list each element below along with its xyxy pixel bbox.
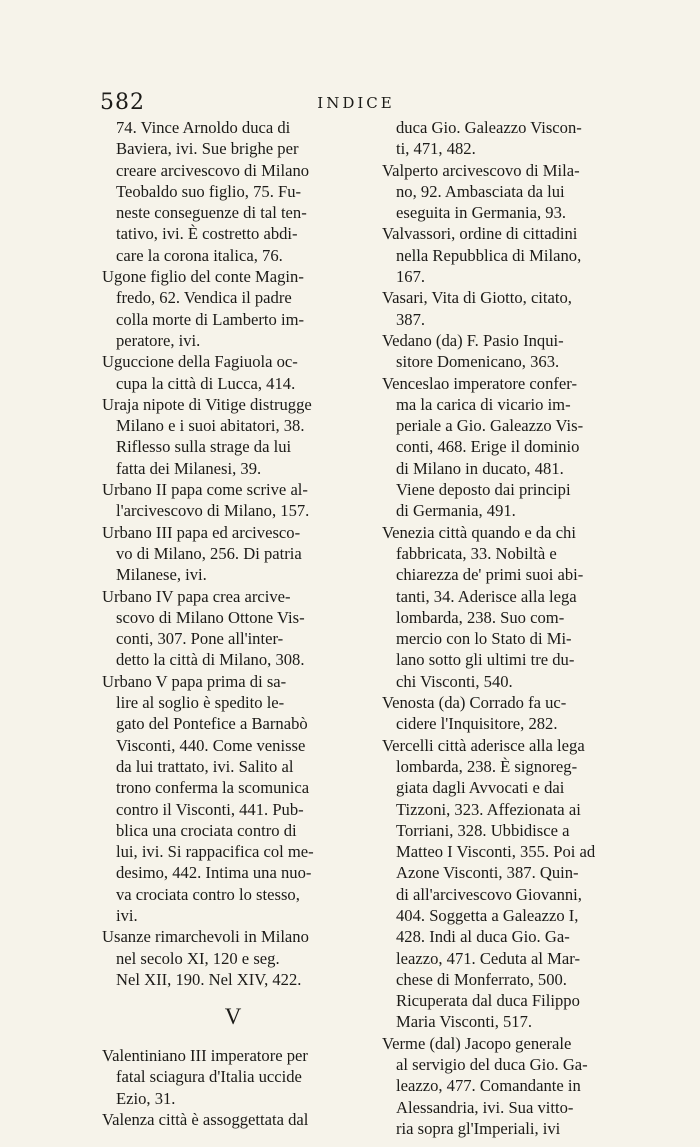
index-line: Riflesso sulla strage da lui	[116, 437, 292, 457]
index-entry	[382, 522, 642, 692]
index-line: Ugone figlio del conte Magin-	[102, 267, 304, 287]
index-line: fredo, 62. Vendica il padre	[116, 288, 292, 308]
index-line: gato del Pontefice a Barnabò	[116, 714, 308, 734]
index-entry-continuation	[102, 117, 364, 266]
index-entry	[382, 373, 642, 522]
index-line: Uraja nipote di Vitige distrugge	[102, 394, 312, 414]
section-letter: V	[224, 1004, 242, 1030]
index-line: contro il Visconti, 441. Pub-	[116, 799, 304, 819]
index-line: Maria Visconti, 517.	[396, 1012, 533, 1032]
index-entry	[102, 522, 364, 586]
index-line: 428. Indi al duca Gio. Ga-	[396, 927, 570, 947]
index-line: Milanese, ivi.	[116, 565, 207, 585]
index-line: Venceslao imperatore confer-	[382, 373, 578, 393]
index-line: chi Visconti, 540.	[396, 671, 513, 691]
index-line: 387.	[396, 309, 426, 329]
index-line: Urbano V papa prima di sa-	[102, 671, 287, 691]
index-line: tanti, 34. Aderisce alla lega	[396, 586, 577, 606]
index-line: fatal sciagura d'Italia uccide	[116, 1067, 302, 1087]
index-line: peratore, ivi.	[116, 330, 201, 350]
index-line: Urbano III papa ed arcivesco-	[102, 522, 301, 542]
index-line: Alessandria, ivi. Sua vitto-	[396, 1097, 574, 1117]
index-line: Vedano (da) F. Pasio Inqui-	[382, 330, 564, 350]
index-line: lire al soglio è spedito le-	[116, 693, 285, 713]
index-line: Matteo I Visconti, 355. Poi ad	[396, 842, 596, 862]
index-entry	[102, 351, 364, 394]
index-line: l'arcivescovo di Milano, 157.	[116, 501, 310, 521]
index-line: di all'arcivescovo Giovanni,	[396, 884, 582, 904]
index-line: colla morte di Lamberto im-	[116, 309, 305, 329]
index-entry	[102, 1045, 364, 1109]
index-line: neste conseguenze di tal ten-	[116, 203, 307, 223]
index-line: creare arcivescovo di Milano	[116, 160, 310, 180]
index-line: blica una crociata contro di	[116, 820, 297, 840]
index-column-left	[102, 117, 364, 1130]
index-entry	[382, 692, 642, 735]
index-line: chiarezza de' primi suoi abi-	[396, 565, 584, 585]
index-line: Valenza città è assoggettata dal	[102, 1110, 309, 1130]
index-line: fabbricata, 33. Nobiltà e	[396, 543, 557, 563]
index-line: vo di Milano, 256. Di patria	[116, 543, 302, 563]
index-entry	[102, 926, 364, 990]
index-line: Milano e i suoi abitatori, 38.	[116, 416, 305, 436]
index-line: Venezia città quando e da chi	[382, 522, 576, 542]
index-line: cupa la città di Lucca, 414.	[116, 373, 296, 393]
index-line: scovo di Milano Ottone Vis-	[116, 607, 305, 627]
index-line: di Milano in ducato, 481.	[396, 458, 564, 478]
index-entry	[382, 287, 642, 330]
index-line: da lui trattato, ivi. Salito al	[116, 756, 294, 776]
index-line: Uguccione della Fagiuola oc-	[102, 352, 298, 372]
index-entry	[382, 1033, 642, 1139]
index-line: ria sopra gl'Imperiali, ivi	[396, 1118, 561, 1138]
index-line: Baviera, ivi. Sue brighe per	[116, 139, 299, 159]
index-line: care la corona italica, 76.	[116, 245, 283, 265]
index-line: Tizzoni, 323. Affezionata ai	[396, 799, 581, 819]
index-line: 74. Vince Arnoldo duca di	[116, 118, 291, 137]
index-line: Vasari, Vita di Giotto, citato,	[382, 288, 572, 308]
index-line: Nel XII, 190. Nel XIV, 422.	[116, 969, 302, 989]
index-line: Viene deposto dai principi	[396, 480, 571, 500]
index-line: leazzo, 471. Ceduta al Mar-	[396, 948, 580, 968]
index-entry	[102, 671, 364, 927]
index-line: periale a Gio. Galeazzo Vis-	[396, 416, 584, 436]
index-line: giata dagli Avvocati e dai	[396, 778, 565, 798]
index-column-right	[382, 117, 642, 1139]
index-line: 404. Soggetta a Galeazzo I,	[396, 905, 579, 925]
index-line: di Germania, 491.	[396, 501, 516, 521]
index-line: ti, 471, 482.	[396, 139, 476, 159]
index-line: Ezio, 31.	[116, 1088, 176, 1108]
index-line: eseguita in Germania, 93.	[396, 203, 567, 223]
running-head: INDICE	[317, 94, 395, 112]
index-line: leazzo, 477. Comandante in	[396, 1076, 581, 1096]
index-line: va crociata contro lo stesso,	[116, 884, 300, 904]
index-entry	[102, 1109, 364, 1130]
index-line: trono conferma la scomunica	[116, 778, 310, 798]
index-entry	[102, 394, 364, 479]
index-entry	[102, 266, 364, 351]
index-line: Urbano IV papa crea arcive-	[102, 586, 291, 606]
index-line: nella Repubblica di Milano,	[396, 245, 582, 265]
page-number: 582	[100, 90, 145, 115]
index-line: ma la carica di vicario im-	[396, 394, 571, 414]
index-line: tativo, ivi. È costretto abdi-	[116, 224, 298, 244]
index-line: Venosta (da) Corrado fa uc-	[382, 693, 567, 713]
index-line: lombarda, 238. Suo com-	[396, 607, 565, 627]
index-line: no, 92. Ambasciata da lui	[396, 181, 565, 201]
index-entry	[382, 160, 642, 224]
index-entry	[102, 479, 364, 522]
index-line: nel secolo XI, 120 e seg.	[116, 948, 280, 968]
index-line: conti, 468. Erige il dominio	[396, 437, 580, 457]
index-entry	[382, 735, 642, 1033]
index-line: desimo, 442. Intima una nuo-	[116, 863, 312, 883]
index-line: al servigio del duca Gio. Ga-	[396, 1055, 588, 1075]
index-line: conti, 307. Pone all'inter-	[116, 629, 284, 649]
index-line: chese di Monferrato, 500.	[396, 969, 567, 989]
index-line: Verme (dal) Jacopo generale	[382, 1033, 572, 1053]
index-line: lano sotto gli ultimi tre du-	[396, 650, 575, 670]
index-entry	[382, 223, 642, 287]
index-line: Valvassori, ordine di cittadini	[382, 224, 578, 244]
index-line: Valentiniano III imperatore per	[102, 1046, 308, 1066]
index-line: mercio con lo Stato di Mi-	[396, 629, 572, 649]
index-line: fatta dei Milanesi, 39.	[116, 458, 262, 478]
index-line: Vercelli città aderisce alla lega	[382, 735, 585, 755]
index-line: Valperto arcivescovo di Mila-	[382, 160, 580, 180]
index-line: Usanze rimarchevoli in Milano	[102, 927, 309, 947]
index-line: 167.	[396, 267, 426, 287]
index-line: Azone Visconti, 387. Quin-	[396, 863, 579, 883]
index-line: Visconti, 440. Come venisse	[116, 735, 306, 755]
index-line: detto la città di Milano, 308.	[116, 650, 305, 670]
index-entry	[102, 586, 364, 671]
index-line: Teobaldo suo figlio, 75. Fu-	[116, 181, 302, 201]
index-line: lui, ivi. Si rappacifica col me-	[116, 842, 314, 862]
index-line: sitore Domenicano, 363.	[396, 352, 560, 372]
index-line: cidere l'Inquisitore, 282.	[396, 714, 558, 734]
index-line: duca Gio. Galeazzo Viscon-	[396, 118, 582, 137]
index-entry	[382, 330, 642, 373]
index-line: lombarda, 238. È signoreg-	[396, 756, 578, 776]
index-entry-continuation	[382, 117, 642, 160]
index-line: Urbano II papa come scrive al-	[102, 480, 308, 500]
index-line: ivi.	[116, 905, 138, 925]
index-line: Torriani, 328. Ubbidisce a	[396, 820, 570, 840]
index-line: Ricuperata dal duca Filippo	[396, 991, 580, 1011]
